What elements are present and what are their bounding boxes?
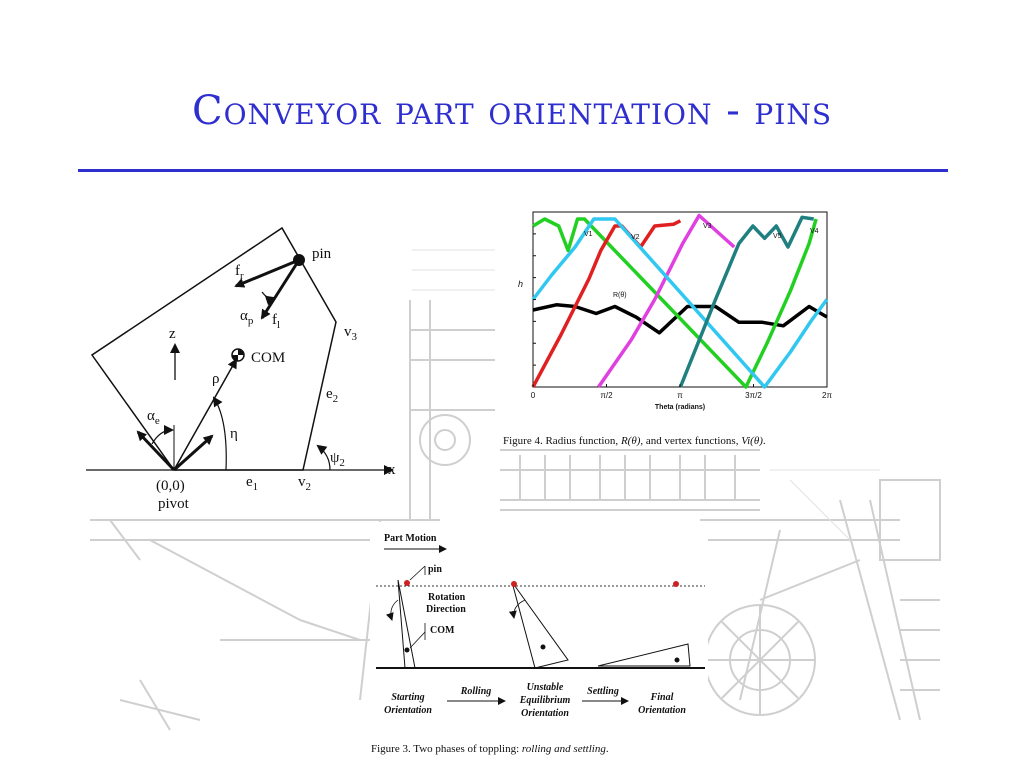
state-unstable-2: Equilibrium [519, 695, 571, 706]
label-rho: ρ [212, 371, 220, 387]
legend-v4: V4 [810, 228, 819, 235]
label-v2: $v_2$ [298, 474, 311, 493]
label-alpha-p: $\alpha_p$ [240, 308, 254, 327]
state-final-1: Final [650, 692, 674, 703]
chart-xlabel: Theta (radians) [654, 404, 706, 411]
label-x: x [388, 462, 396, 478]
x-tick-label: π/2 [600, 391, 613, 400]
label-com-fig3: COM [430, 625, 455, 636]
label-alpha-e: $\alpha_e$ [147, 408, 160, 427]
slide-title: Conveyor part orientation - pins [191, 88, 833, 134]
legend-r: R(θ) [613, 292, 627, 299]
x-tick-label: 3π/2 [745, 391, 762, 400]
label-rotation: Rotation [428, 592, 466, 603]
label-com: COM [251, 350, 286, 366]
label-pin: pin [312, 246, 332, 262]
label-fr: $f_r$ [235, 263, 244, 282]
state-starting-1: Starting [391, 692, 425, 703]
label-direction: Direction [426, 604, 466, 615]
label-pivot: pivot [158, 496, 189, 512]
x-tick-label: π [677, 391, 683, 400]
label-fl: $f_l$ [272, 312, 281, 331]
label-e1: $e_1$ [246, 474, 259, 493]
label-v3: $v_3$ [344, 324, 357, 343]
x-tick-label: 2π [822, 391, 832, 400]
state-unstable-1: Unstable [526, 682, 564, 693]
legend-v1: V1 [584, 231, 593, 238]
label-e2: $e_2$ [326, 386, 339, 405]
label-psi2: $\psi_2$ [330, 450, 345, 469]
legend-v3: V3 [703, 223, 712, 230]
transition-rolling: Rolling [460, 686, 492, 697]
transition-settling: Settling [587, 686, 619, 697]
label-origin: (0,0) [156, 478, 185, 494]
figure3-caption: Figure 3. Two phases of toppling: rolling and settling. [371, 743, 609, 755]
label-eta: η [230, 426, 238, 442]
label-pin-fig3: pin [428, 564, 442, 575]
label-part-motion: Part Motion [384, 533, 437, 544]
legend-v5: V5 [773, 233, 782, 240]
state-starting-2: Orientation [384, 705, 432, 716]
state-unstable-3: Orientation [521, 708, 569, 719]
figure4-caption: Figure 4. Radius function, R(θ), and vertex functions, Vi(θ). [503, 435, 766, 447]
label-z: z [169, 326, 176, 342]
legend-v2: V2 [631, 234, 640, 241]
x-tick-label: 0 [530, 391, 536, 400]
state-final-2: Orientation [638, 705, 686, 716]
chart-ylabel: h [518, 279, 524, 289]
